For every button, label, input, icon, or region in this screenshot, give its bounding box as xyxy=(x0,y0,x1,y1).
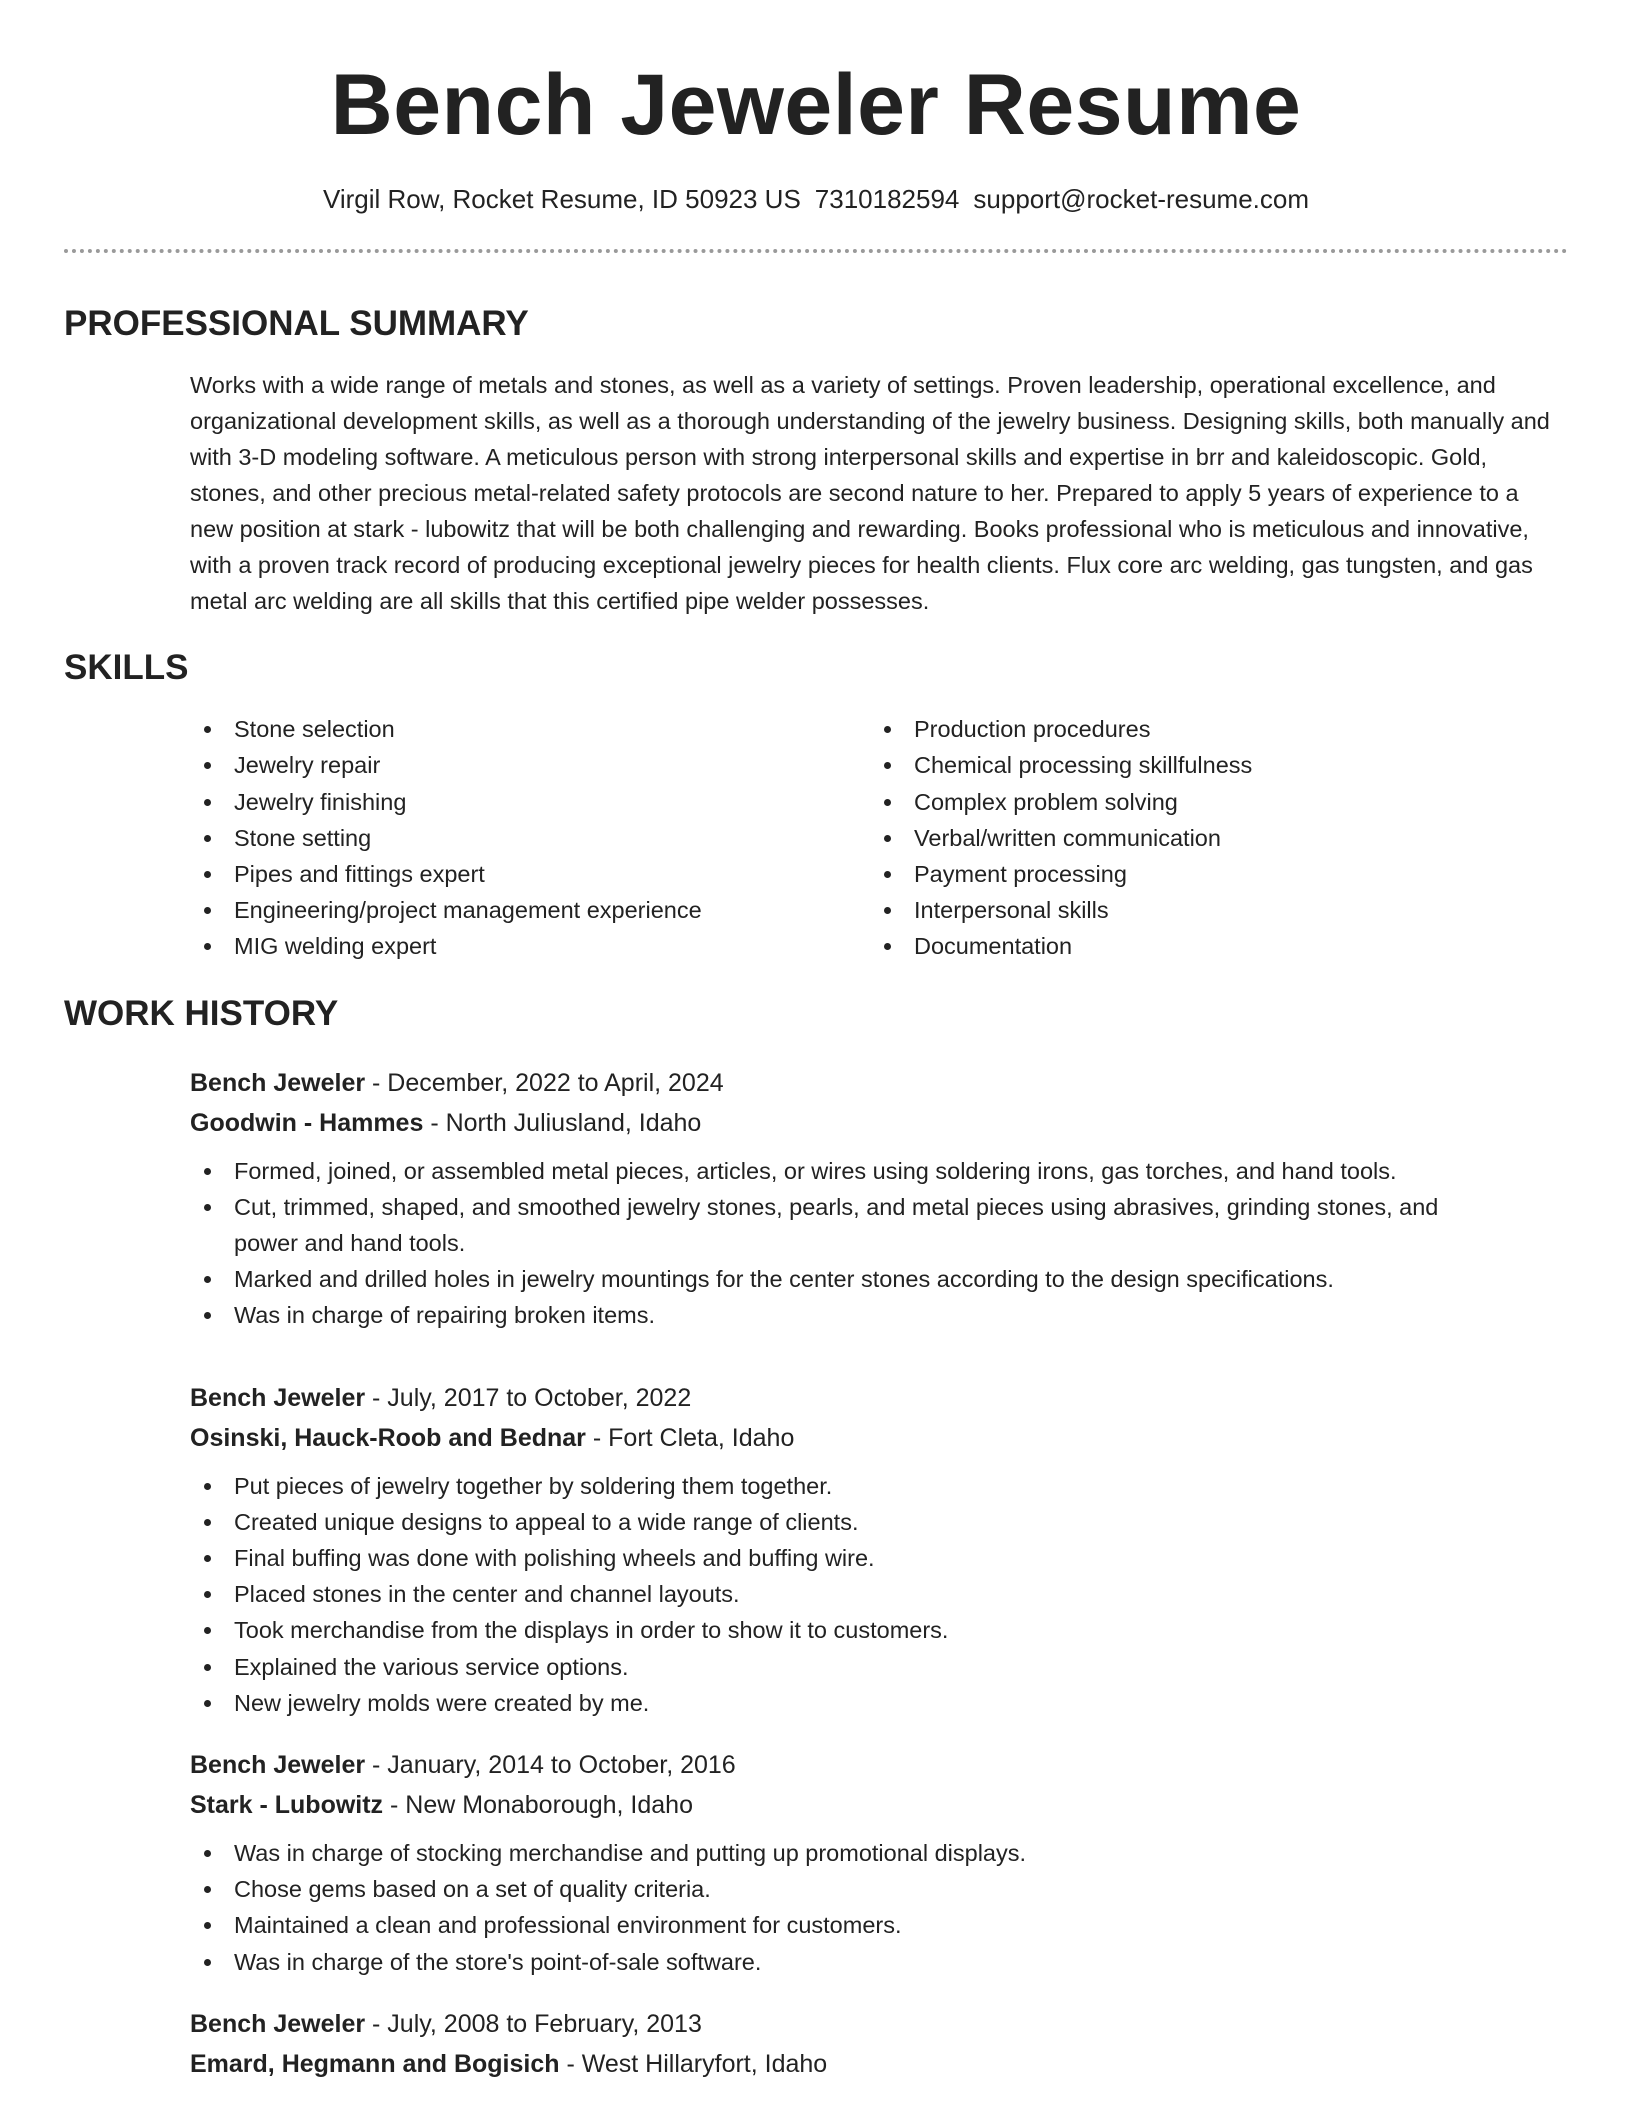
duty-item: Put pieces of jewelry together by soldering them together. xyxy=(190,1468,1568,1504)
contact-address: Virgil Row, Rocket Resume, ID 50923 US xyxy=(322,184,801,214)
skill-item: Interpersonal skills xyxy=(870,892,1550,928)
job-company-line xyxy=(190,1103,1568,1143)
skills-list xyxy=(190,711,1568,964)
duty-item: Explained the various service options. xyxy=(190,1649,1568,1685)
resume-title: Bench Jeweler Resume xyxy=(330,57,1302,153)
duty-item: New jewelry molds were created by me. xyxy=(190,1685,1568,1721)
skill-item: Pipes and fittings expert xyxy=(190,856,870,892)
summary-text: Works with a wide range of metals and stones, as well as a variety of settings. Proven leadership, operational excellence, and organizational development skills, as well as a thorough understanding of the jewelry business. Designing skills, both manually and with 3-D modeling software. A meticulous person with strong interpersonal skills and expertise in brr and kaleidoscopic. Gold, stones, and other precious metal-related safety protocols are second nature to her. Prepared to apply 5 years of experience to a new position at stark - lubowitz that will be both challenging and rewarding. Books professional who is meticulous and innovative, with a proven track record of producing exceptional jewelry pieces for health clients. Flux core arc welding, gas tungsten, and gas metal arc welding are all skills that this certified pipe welder possesses. xyxy=(190,372,1550,615)
job-company-line xyxy=(190,1418,1568,1458)
job-company-line xyxy=(190,2044,1568,2084)
job-dates: - January, 2014 to October, 2016 xyxy=(365,1751,736,1780)
section-title-work-history: WORK HISTORY xyxy=(64,993,339,1033)
contact-phone: 7310182594 xyxy=(814,184,960,214)
duty-item: Took merchandise from the displays in order to show it to customers. xyxy=(190,1612,1568,1648)
job-role: Bench Jeweler xyxy=(190,1751,366,1780)
skill-item: Engineering/project management experience xyxy=(190,892,870,928)
skill-item: Jewelry finishing xyxy=(190,784,870,820)
job-duties xyxy=(190,1835,1568,1980)
skill-item: Production procedures xyxy=(870,711,1550,747)
skill-item: Verbal/written communication xyxy=(870,820,1550,856)
job-entry xyxy=(190,1378,1568,1721)
skill-item: Payment processing xyxy=(870,856,1550,892)
section-title-summary: PROFESSIONAL SUMMARY xyxy=(64,304,529,344)
job-company: Stark - Lubowitz xyxy=(190,1791,384,1820)
skill-item: Documentation xyxy=(870,928,1550,964)
duty-item: Maintained a clean and professional environment for customers. xyxy=(190,1907,1568,1943)
job-dates: - July, 2008 to February, 2013 xyxy=(365,2009,702,2038)
job-duties xyxy=(190,1153,1568,1334)
section-title-skills: SKILLS xyxy=(64,648,189,688)
contact-line xyxy=(64,184,1568,215)
skill-item: MIG welding expert xyxy=(190,928,870,964)
skill-item: Jewelry repair xyxy=(190,747,870,783)
job-role: Bench Jeweler xyxy=(190,1383,366,1412)
skills-column-right xyxy=(870,711,1550,964)
job-entry xyxy=(190,1063,1568,1334)
job-location: - Fort Cleta, Idaho xyxy=(585,1423,795,1452)
job-role-line xyxy=(190,1063,1568,1103)
job-company: Osinski, Hauck-Roob and Bednar xyxy=(190,1423,586,1452)
duty-item: Was in charge of repairing broken items. xyxy=(190,1297,1568,1333)
skills-column-left xyxy=(190,711,870,964)
duty-item: Created unique designs to appeal to a wide range of clients. xyxy=(190,1504,1568,1540)
job-dates: - July, 2017 to October, 2022 xyxy=(365,1383,692,1412)
skill-item: Stone setting xyxy=(190,820,870,856)
job-role-line xyxy=(190,1378,1568,1418)
job-duties xyxy=(190,1468,1568,1721)
job-role: Bench Jeweler xyxy=(190,2009,366,2038)
job-entry xyxy=(190,1745,1568,1980)
duty-item: Was in charge of stocking merchandise and putting up promotional displays. xyxy=(190,1835,1568,1871)
duty-item: Marked and drilled holes in jewelry mountings for the center stones according to the design specifications. xyxy=(190,1261,1568,1297)
duty-item: Placed stones in the center and channel layouts. xyxy=(190,1576,1568,1612)
duty-item: Was in charge of the store's point-of-sale software. xyxy=(190,1944,1568,1980)
job-dates: - December, 2022 to April, 2024 xyxy=(365,1068,724,1097)
contact-email: support@rocket-resume.com xyxy=(973,184,1310,214)
skill-item: Stone selection xyxy=(190,711,870,747)
job-company-line xyxy=(190,1785,1568,1825)
job-role-line xyxy=(190,1745,1568,1785)
job-location: - West Hillaryfort, Idaho xyxy=(559,2049,828,2078)
job-entry xyxy=(190,2004,1568,2084)
job-role-line xyxy=(190,2004,1568,2044)
job-role: Bench Jeweler xyxy=(190,1068,366,1097)
skill-item: Complex problem solving xyxy=(870,784,1550,820)
duty-item: Final buffing was done with polishing wheels and buffing wire. xyxy=(190,1540,1568,1576)
job-company: Emard, Hegmann and Bogisich xyxy=(190,2049,560,2078)
header-divider xyxy=(64,249,1568,253)
job-location: - North Juliusland, Idaho xyxy=(423,1108,702,1137)
skill-item: Chemical processing skillfulness xyxy=(870,747,1550,783)
duty-item: Chose gems based on a set of quality criteria. xyxy=(190,1871,1568,1907)
duty-item: Cut, trimmed, shaped, and smoothed jewelry stones, pearls, and metal pieces using abrasives, grinding stones, and power and hand tools. xyxy=(190,1189,1568,1261)
job-company: Goodwin - Hammes xyxy=(190,1108,424,1137)
job-location: - New Monaborough, Idaho xyxy=(383,1791,693,1820)
duty-item: Formed, joined, or assembled metal pieces, articles, or wires using soldering irons, gas torches, and hand tools. xyxy=(190,1153,1568,1189)
